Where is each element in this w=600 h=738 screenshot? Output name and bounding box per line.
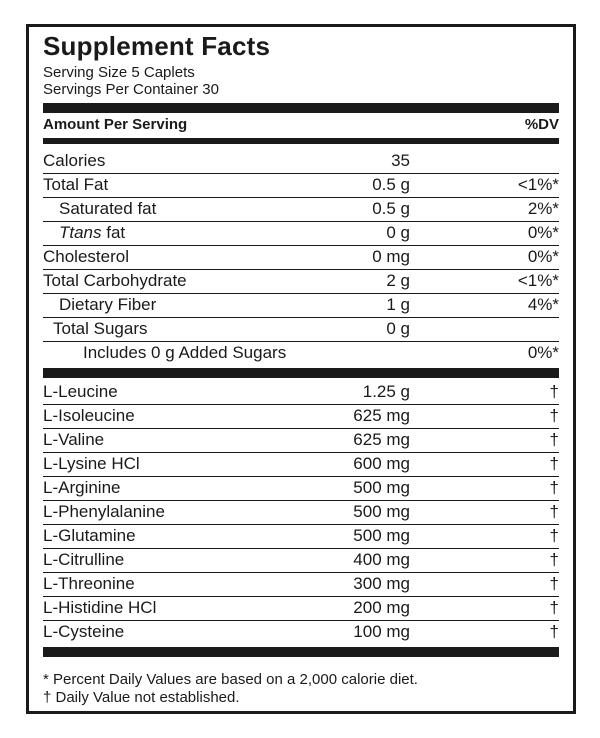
dv-header: %DV	[524, 116, 559, 133]
ingredient-dv: †	[549, 526, 559, 545]
panel-content	[43, 27, 559, 711]
ingredient-amount: 600 mg	[353, 454, 410, 473]
nutrient-row	[43, 342, 559, 366]
ingredient-name: L-Glutamine	[43, 526, 136, 545]
ingredient-amount: 500 mg	[353, 526, 410, 545]
ingredient-dv: †	[549, 598, 559, 617]
amino-acid-row	[43, 429, 559, 453]
amino-acid-row	[43, 453, 559, 477]
nutrient-amount: 35	[391, 151, 410, 170]
nutrient-row	[43, 222, 559, 246]
nutrient-name	[59, 222, 125, 244]
ingredient-dv: †	[549, 454, 559, 473]
nutrient-dv: 0%*	[527, 247, 559, 266]
ingredient-amount: 200 mg	[353, 598, 410, 617]
ingredient-dv: †	[549, 622, 559, 641]
ingredient-name: L-Arginine	[43, 478, 121, 497]
column-header	[43, 116, 559, 134]
nutrient-name: Total Fat	[43, 175, 109, 194]
supplement-facts-panel	[26, 24, 576, 714]
nutrient-name: Total Carbohydrate	[43, 271, 187, 290]
ingredient-name: L-Histidine HCl	[43, 598, 157, 617]
amino-acid-row	[43, 597, 559, 621]
ingredient-amount: 300 mg	[353, 574, 410, 593]
nutrient-name-italic: Ttans	[59, 223, 102, 242]
ingredient-dv: †	[549, 550, 559, 569]
nutrient-amount: 0 g	[386, 319, 410, 338]
nutrient-row	[43, 198, 559, 222]
ingredient-amount: 100 mg	[353, 622, 410, 641]
nutrient-name: Total Sugars	[53, 319, 148, 338]
ingredient-name: L-Valine	[43, 430, 105, 449]
ingredient-dv: †	[549, 430, 559, 449]
amino-acid-row	[43, 477, 559, 501]
amino-acid-row	[43, 381, 559, 405]
amino-acid-row	[43, 525, 559, 549]
footnote-daily-value: * Percent Daily Values are based on a 2,000 calorie diet.	[43, 671, 418, 688]
ingredient-dv: †	[549, 478, 559, 497]
nutrient-dv: <1%*	[517, 271, 559, 290]
amino-acid-row	[43, 405, 559, 429]
ingredient-amount: 1.25 g	[362, 382, 410, 401]
nutrient-amount: 2 g	[386, 271, 410, 290]
thick-divider	[43, 647, 559, 657]
ingredient-name: L-Phenylalanine	[43, 502, 165, 521]
nutrient-dv: 0%*	[527, 223, 559, 242]
nutrient-row	[43, 150, 559, 174]
ingredient-name: L-Leucine	[43, 382, 118, 401]
amount-per-serving-header: Amount Per Serving	[43, 116, 188, 133]
nutrient-row	[43, 174, 559, 198]
nutrient-row	[43, 294, 559, 318]
amino-acid-row	[43, 621, 559, 645]
ingredient-amount: 500 mg	[353, 502, 410, 521]
ingredient-amount: 400 mg	[353, 550, 410, 569]
nutrient-dv: 0%*	[527, 343, 559, 362]
medium-divider	[43, 138, 559, 144]
amino-acid-row	[43, 501, 559, 525]
ingredient-dv: †	[549, 574, 559, 593]
nutrient-dv: 2%*	[527, 199, 559, 218]
nutrient-amount: 0.5 g	[372, 199, 410, 218]
ingredient-amount: 625 mg	[353, 430, 410, 449]
ingredient-dv: †	[549, 502, 559, 521]
nutrient-row	[43, 270, 559, 294]
nutrient-name: Calories	[43, 151, 106, 170]
ingredient-name: L-Lysine HCl	[43, 454, 140, 473]
servings-per-container: Servings Per Container 30	[43, 81, 219, 98]
nutrient-name: Includes 0 g Added Sugars	[83, 343, 287, 362]
nutrient-name-rest: fat	[101, 223, 126, 242]
nutrient-amount: 1 g	[386, 295, 410, 314]
ingredient-name: L-Citrulline	[43, 550, 125, 569]
ingredient-name: L-Cysteine	[43, 622, 125, 641]
footnote-dagger: † Daily Value not established.	[43, 689, 240, 706]
ingredient-amount: 625 mg	[353, 406, 410, 425]
thick-divider	[43, 368, 559, 378]
nutrient-row	[43, 318, 559, 342]
nutrient-name: Cholesterol	[43, 247, 129, 266]
nutrient-amount: 0.5 g	[372, 175, 410, 194]
thick-divider	[43, 103, 559, 113]
ingredient-amount: 500 mg	[353, 478, 410, 497]
amino-acid-row	[43, 573, 559, 597]
serving-size: Serving Size 5 Caplets	[43, 64, 195, 81]
nutrient-amount: 0 mg	[372, 247, 410, 266]
nutrient-name: Saturated fat	[59, 199, 157, 218]
ingredient-dv: †	[549, 382, 559, 401]
ingredient-name: L-Isoleucine	[43, 406, 135, 425]
panel-title: Supplement Facts	[43, 31, 271, 61]
amino-acid-row	[43, 549, 559, 573]
ingredient-dv: †	[549, 406, 559, 425]
nutrient-dv: 4%*	[527, 295, 559, 314]
nutrient-row	[43, 246, 559, 270]
nutrient-amount: 0 g	[386, 223, 410, 242]
ingredient-name: L-Threonine	[43, 574, 135, 593]
nutrient-dv: <1%*	[517, 175, 559, 194]
nutrient-name: Dietary Fiber	[59, 295, 157, 314]
